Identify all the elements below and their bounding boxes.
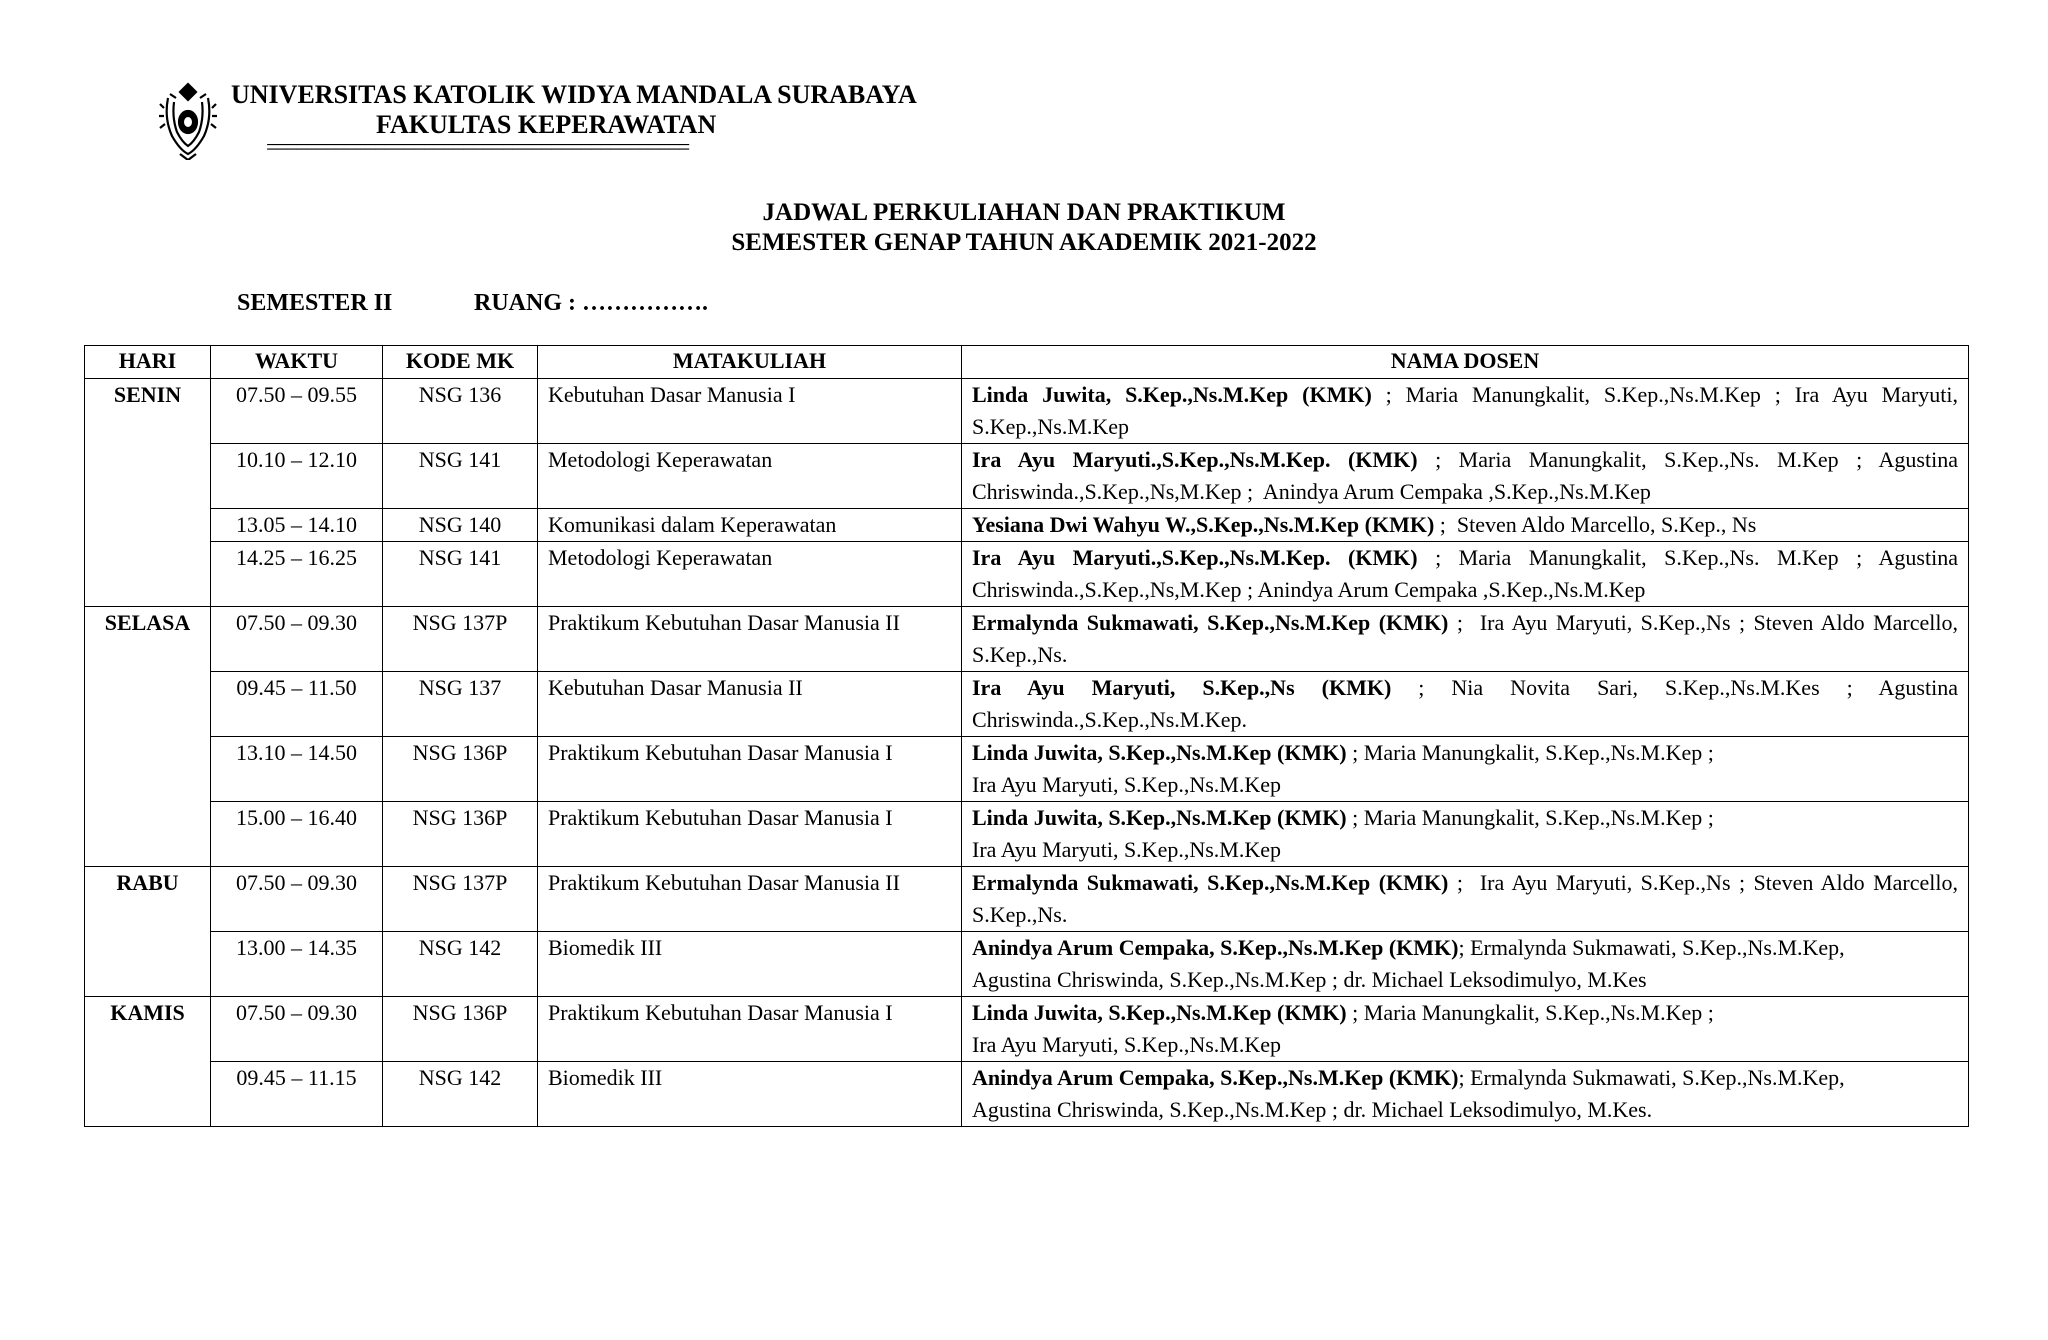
course-name-cell: Biomedik III <box>538 932 962 997</box>
course-code-cell: NSG 142 <box>383 1062 538 1127</box>
other-lecturers: ; Ermalynda Sukmawati, S.Kep.,Ns.M.Kep, <box>1458 935 1845 960</box>
other-lecturers-line2: Ira Ayu Maryuti, S.Kep.,Ns.M.Kep <box>972 772 1281 797</box>
header-separator: =========================================== <box>266 134 688 159</box>
day-cell <box>85 542 211 607</box>
time-cell: 14.25 – 16.25 <box>211 542 383 607</box>
course-name-cell: Praktikum Kebutuhan Dasar Manusia I <box>538 737 962 802</box>
coordinator-name: Linda Juwita, S.Kep.,Ns.M.Kep (KMK) <box>972 740 1347 765</box>
course-code-cell: NSG 142 <box>383 932 538 997</box>
day-cell <box>85 737 211 802</box>
table-row <box>85 997 1969 1062</box>
other-lecturers: ; Maria Manungkalit, S.Kep.,Ns. M.Kep ; Agustina Chriswinda.,S.Kep.,Ns,M.Kep ; Anindya Arum Cempaka ,S.Kep.,Ns.M.Kep <box>972 545 1964 602</box>
table-row <box>85 607 1969 672</box>
lecturer-cell <box>962 1062 1969 1127</box>
header-matakuliah: MATAKULIAH <box>538 346 962 379</box>
time-cell: 09.45 – 11.15 <box>211 1062 383 1127</box>
time-cell: 07.50 – 09.30 <box>211 607 383 672</box>
faculty-name: FAKULTAS KEPERAWATAN <box>376 110 717 139</box>
table-row <box>85 1062 1969 1127</box>
table-row <box>85 542 1969 607</box>
course-code-cell: NSG 137P <box>383 607 538 672</box>
schedule-body <box>85 379 1969 1127</box>
other-lecturers: ; Nia Novita Sari, S.Kep.,Ns.M.Kes ; Agustina Chriswinda.,S.Kep.,Ns.M.Kep. <box>972 675 1964 732</box>
header-hari: HARI <box>85 346 211 379</box>
course-code-cell: NSG 137 <box>383 672 538 737</box>
day-cell: RABU <box>85 867 211 932</box>
university-crest-icon <box>158 78 218 160</box>
lecturer-cell <box>962 737 1969 802</box>
time-cell: 07.50 – 09.30 <box>211 867 383 932</box>
day-cell: SELASA <box>85 607 211 672</box>
coordinator-name: Linda Juwita, S.Kep.,Ns.M.Kep (KMK) <box>972 805 1347 830</box>
coordinator-name: Ira Ayu Maryuti, S.Kep.,Ns (KMK) <box>972 675 1392 700</box>
course-name-cell: Praktikum Kebutuhan Dasar Manusia II <box>538 867 962 932</box>
header-waktu: WAKTU <box>211 346 383 379</box>
time-cell: 15.00 – 16.40 <box>211 802 383 867</box>
coordinator-name: Ermalynda Sukmawati, S.Kep.,Ns.M.Kep (KMK) <box>972 870 1449 895</box>
day-cell <box>85 932 211 997</box>
other-lecturers-line2: Ira Ayu Maryuti, S.Kep.,Ns.M.Kep <box>972 837 1281 862</box>
university-name: UNIVERSITAS KATOLIK WIDYA MANDALA SURABAYA <box>231 80 917 109</box>
coordinator-name: Anindya Arum Cempaka, S.Kep.,Ns.M.Kep (KMK) <box>972 1065 1459 1090</box>
lecturer-cell <box>962 932 1969 997</box>
day-cell <box>85 1062 211 1127</box>
course-name-cell: Metodologi Keperawatan <box>538 444 962 509</box>
lecturer-cell <box>962 542 1969 607</box>
time-cell: 10.10 – 12.10 <box>211 444 383 509</box>
course-code-cell: NSG 141 <box>383 444 538 509</box>
other-lecturers: ; Maria Manungkalit, S.Kep.,Ns.M.Kep ; <box>1346 740 1714 765</box>
coordinator-name: Ira Ayu Maryuti.,S.Kep.,Ns.M.Kep. (KMK) <box>972 545 1418 570</box>
course-code-cell: NSG 136P <box>383 997 538 1062</box>
day-cell <box>85 672 211 737</box>
lecturer-cell <box>962 607 1969 672</box>
time-cell: 09.45 – 11.50 <box>211 672 383 737</box>
document-subtitle: SEMESTER GENAP TAHUN AKADEMIK 2021-2022 <box>731 229 1317 256</box>
day-cell: KAMIS <box>85 997 211 1062</box>
coordinator-name: Linda Juwita, S.Kep.,Ns.M.Kep (KMK) <box>972 1000 1347 1025</box>
time-cell: 13.00 – 14.35 <box>211 932 383 997</box>
table-row <box>85 932 1969 997</box>
time-cell: 13.05 – 14.10 <box>211 509 383 542</box>
lecturer-cell <box>962 672 1969 737</box>
time-cell: 13.10 – 14.50 <box>211 737 383 802</box>
other-lecturers: ; Steven Aldo Marcello, S.Kep., Ns <box>1434 512 1757 537</box>
header-nama-dosen: NAMA DOSEN <box>962 346 1969 379</box>
day-cell <box>85 509 211 542</box>
schedule-table <box>84 345 1969 1127</box>
course-code-cell: NSG 136 <box>383 379 538 444</box>
course-name-cell: Praktikum Kebutuhan Dasar Manusia I <box>538 802 962 867</box>
course-code-cell: NSG 141 <box>383 542 538 607</box>
course-name-cell: Metodologi Keperawatan <box>538 542 962 607</box>
lecturer-cell <box>962 444 1969 509</box>
table-row <box>85 379 1969 444</box>
other-lecturers: ; Ira Ayu Maryuti, S.Kep.,Ns ; Steven Aldo Marcello, S.Kep.,Ns. <box>972 870 1964 927</box>
course-name-cell: Komunikasi dalam Keperawatan <box>538 509 962 542</box>
table-row <box>85 672 1969 737</box>
course-code-cell: NSG 136P <box>383 802 538 867</box>
course-name-cell: Kebutuhan Dasar Manusia II <box>538 672 962 737</box>
lecturer-cell <box>962 509 1969 542</box>
lecturer-cell <box>962 867 1969 932</box>
semester-label: SEMESTER II <box>237 290 393 316</box>
other-lecturers-line2: Agustina Chriswinda, S.Kep.,Ns.M.Kep ; dr. Michael Leksodimulyo, M.Kes <box>972 967 1647 992</box>
other-lecturers: ; Ira Ayu Maryuti, S.Kep.,Ns ; Steven Aldo Marcello, S.Kep.,Ns. <box>972 610 1964 667</box>
time-cell: 07.50 – 09.30 <box>211 997 383 1062</box>
other-lecturers: ; Ermalynda Sukmawati, S.Kep.,Ns.M.Kep, <box>1458 1065 1845 1090</box>
course-code-cell: NSG 136P <box>383 737 538 802</box>
coordinator-name: Linda Juwita, S.Kep.,Ns.M.Kep (KMK) <box>972 382 1372 407</box>
coordinator-name: Anindya Arum Cempaka, S.Kep.,Ns.M.Kep (KMK) <box>972 935 1459 960</box>
table-row <box>85 509 1969 542</box>
table-header-row <box>85 346 1969 379</box>
course-name-cell: Kebutuhan Dasar Manusia I <box>538 379 962 444</box>
other-lecturers: ; Maria Manungkalit, S.Kep.,Ns. M.Kep ; Agustina Chriswinda.,S.Kep.,Ns,M.Kep ; Anindya Arum Cempaka ,S.Kep.,Ns.M.Kep <box>972 447 1964 504</box>
table-row <box>85 737 1969 802</box>
other-lecturers: ; Maria Manungkalit, S.Kep.,Ns.M.Kep ; <box>1346 805 1714 830</box>
time-cell: 07.50 – 09.55 <box>211 379 383 444</box>
other-lecturers: ; Maria Manungkalit, S.Kep.,Ns.M.Kep ; <box>1346 1000 1714 1025</box>
coordinator-name: Ermalynda Sukmawati, S.Kep.,Ns.M.Kep (KMK) <box>972 610 1449 635</box>
lecturer-cell <box>962 997 1969 1062</box>
lecturer-cell <box>962 379 1969 444</box>
table-row <box>85 867 1969 932</box>
room-label: RUANG : ……………. <box>474 290 708 316</box>
coordinator-name: Ira Ayu Maryuti.,S.Kep.,Ns.M.Kep. (KMK) <box>972 447 1418 472</box>
document-title: JADWAL PERKULIAHAN DAN PRAKTIKUM <box>762 199 1286 226</box>
course-name-cell: Praktikum Kebutuhan Dasar Manusia II <box>538 607 962 672</box>
day-cell <box>85 444 211 509</box>
course-code-cell: NSG 140 <box>383 509 538 542</box>
course-name-cell: Praktikum Kebutuhan Dasar Manusia I <box>538 997 962 1062</box>
day-cell <box>85 802 211 867</box>
coordinator-name: Yesiana Dwi Wahyu W.,S.Kep.,Ns.M.Kep (KMK) <box>972 512 1435 537</box>
other-lecturers-line2: Ira Ayu Maryuti, S.Kep.,Ns.M.Kep <box>972 1032 1281 1057</box>
table-row <box>85 802 1969 867</box>
other-lecturers: ; Maria Manungkalit, S.Kep.,Ns.M.Kep ; Ira Ayu Maryuti, S.Kep.,Ns.M.Kep <box>972 382 1964 439</box>
course-name-cell: Biomedik III <box>538 1062 962 1127</box>
other-lecturers-line2: Agustina Chriswinda, S.Kep.,Ns.M.Kep ; dr. Michael Leksodimulyo, M.Kes. <box>972 1097 1653 1122</box>
table-row <box>85 444 1969 509</box>
day-cell: SENIN <box>85 379 211 444</box>
letterhead <box>158 76 1058 166</box>
course-code-cell: NSG 137P <box>383 867 538 932</box>
header-kode-mk: KODE MK <box>383 346 538 379</box>
lecturer-cell <box>962 802 1969 867</box>
